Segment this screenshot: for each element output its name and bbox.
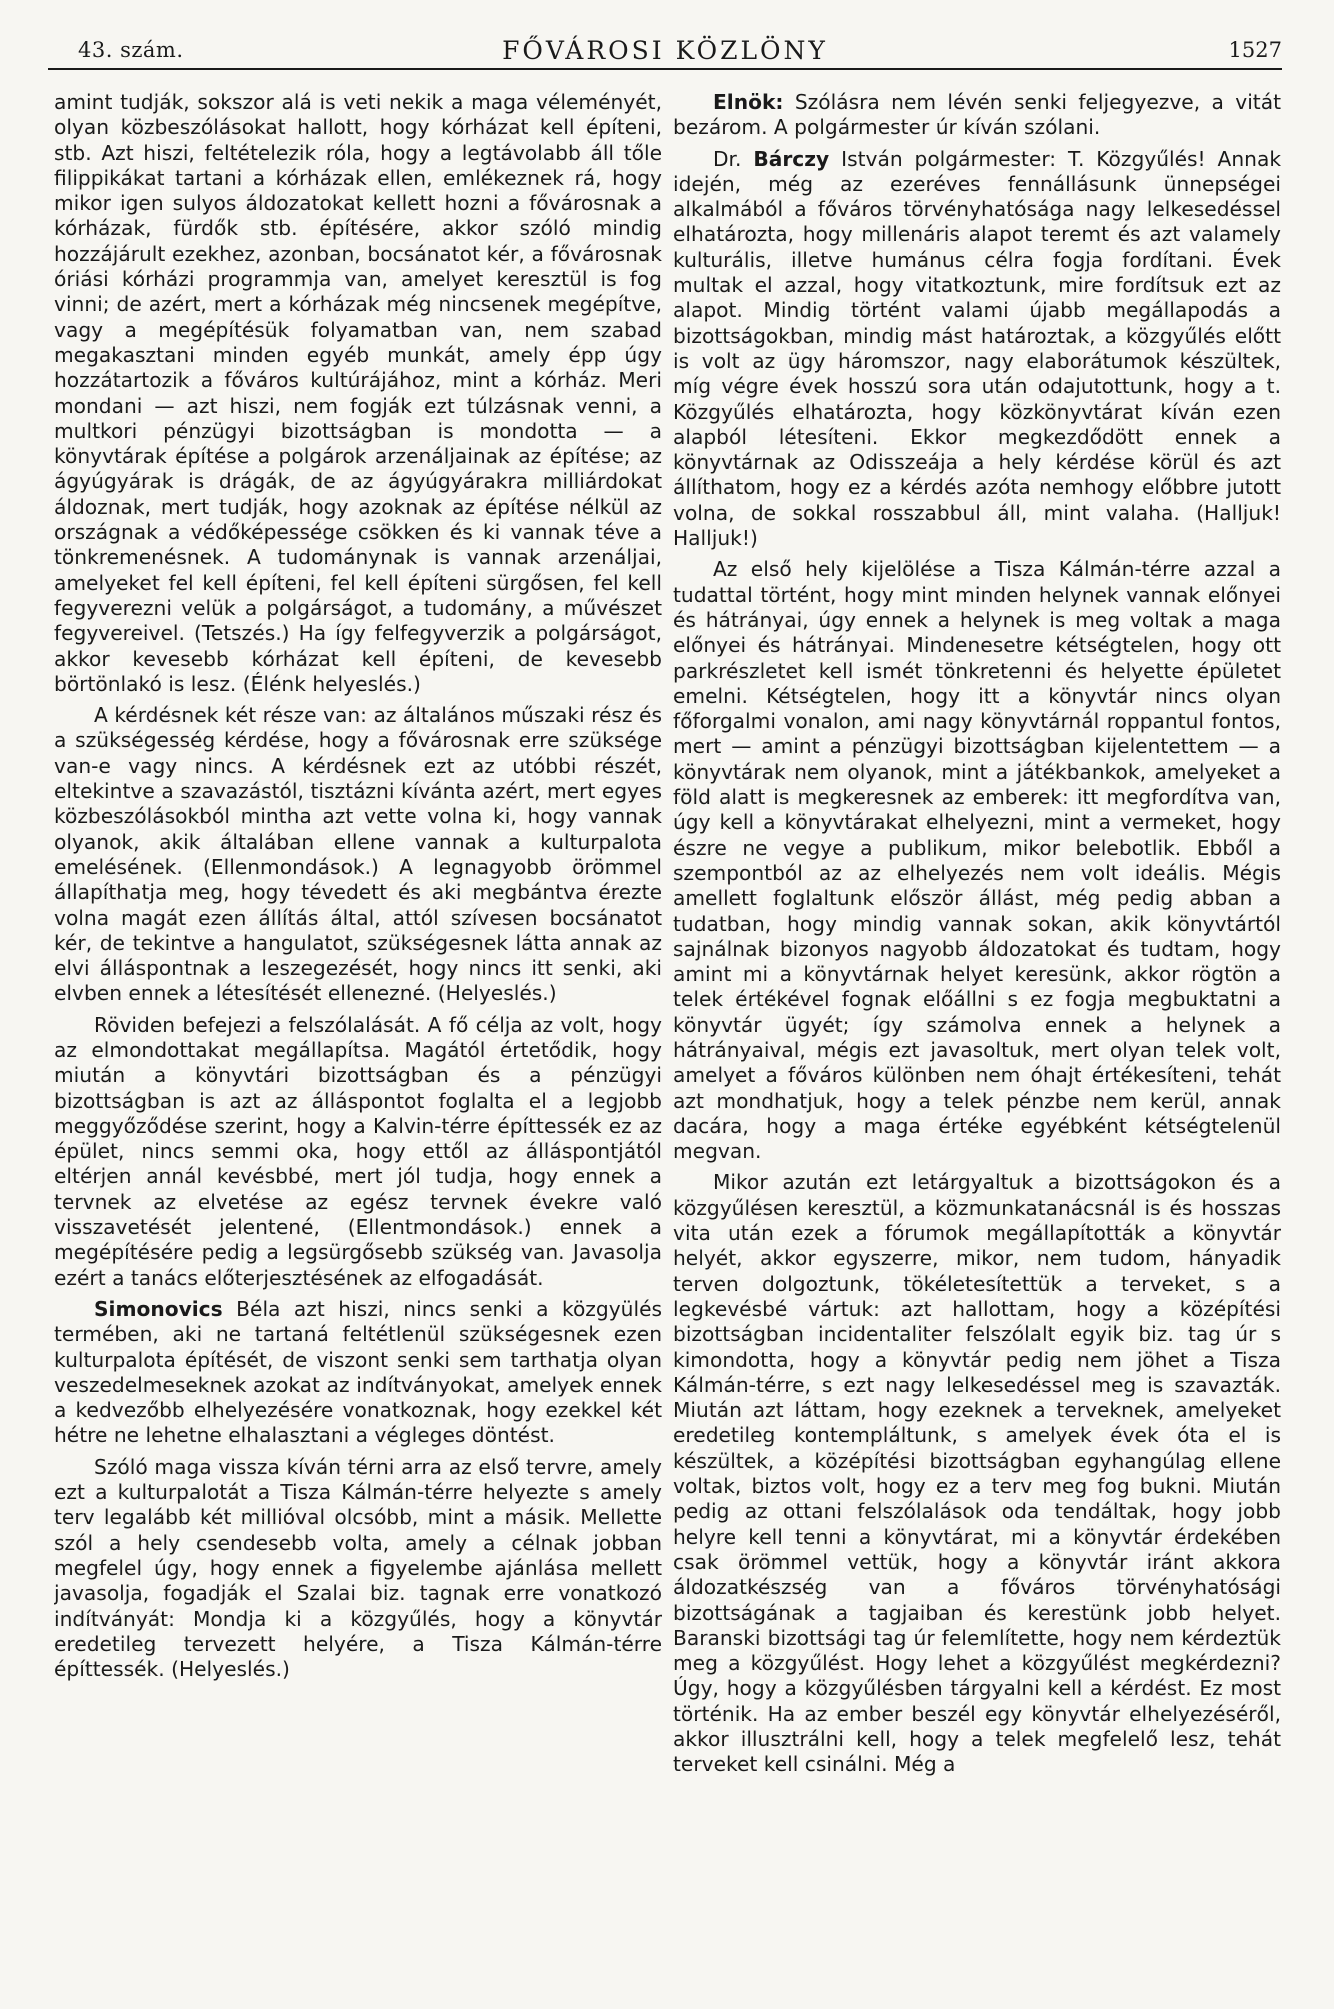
publication-title: FŐVÁROSI KÖZLÖNY bbox=[502, 36, 828, 65]
issue-number: 43. szám. bbox=[78, 38, 184, 62]
speaker-name: Simonovics bbox=[94, 1296, 223, 1321]
paragraph: Szóló maga vissza kíván térni arra az első tervre, amely ezt a kulturpalotát a Tisza Kálmán-térre helyezte s amely terv legalább két millióval olcsóbb, mint a másik. Mellette szól a hely csendesebb volta, amely a célnak jobban megfelel úgy, hogy ennek a figyelembe ajánlása mellett javasolja, fogadják el Szalai biz. tagnak erre vonatkozó indítványát: Mondja ki a közgyűlés, hogy a könyvtár eredetileg tervezett helyére, a Tisza Kálmán-térre építtessék. (Helyeslés.) bbox=[54, 1454, 662, 1682]
right-column bbox=[673, 90, 1281, 1980]
paragraph: Az első hely kijelölése a Tisza Kálmán-térre azzal a tudattal történt, hogy mint minden helynek vannak előnyei és hátrányai, úgy ennek a helynek is meg voltak a maga előnyei és hátrányai. Mindenesetre kétségtelen, hogy ott parkrészletet kell ismét tönkretenni és helyette épületet emelni. Kétségtelen, hogy itt a könyvtár nincs olyan főforgalmi vonalon, ami nagy könyvtárnál roppantul fontos, mert — amint a pénzügyi bizottságban kijelentettem — a könyvtárak nem olyanok, mint a játékbankok, amelyeket a föld alatt is megkeresnek az emberek: itt megfordítva van, úgy kell a könyvtárakat elhelyezni, mint a vermeket, hogy észre ne vegye a publikum, mikor belebotlik. Ebből a szempontból az az elhelyezés nem volt ideális. Mégis amellett foglaltunk először állást, még pedig abban a tudatban, hogy mindig vannak sokan, akik könyvtártól sajnálnak bizonyos nagyobb áldozatokat és tudtam, hogy amint mi a könyvtárnak helyet keresünk, akkor rögtön a telek értékével fognak előállni s ez fogja megbuktatni a könyvtár ügyét; így számolva ennek a helynek a hátrányaival, mégis ezt javasoltuk, mert olyan telek volt, amelyet a főváros különben nem óhajt értékesíteni, tehát azt mondhatjuk, hogy a telek pénzbe nem kerül, annak dacára, hogy a maga értéke egyébként kétségtelenül megvan. bbox=[673, 557, 1281, 1164]
speaker-prefix: Dr. bbox=[713, 146, 742, 171]
paragraph-text: István polgármester: T. Közgyűlés! Annak idején, még az ezeréves fennállásunk ünnepségei alkalmából a főváros törvényhatósága nagy lelkesedéssel elhatározta, hogy millenáris alapot teremt és azt valamely kulturális, illetve humánus célra fogja fordítani. Évek multak el azzal, hogy vitatkoztunk, mire fordítsuk ezt az alapot. Mindig történt valami újabb megállapodás a bizottságokban, mindig mást határoztak, a közgyűlés előtt is volt az ügy háromszor, nagy elaborátumok készültek, míg végre évek hosszú sora után odajutottunk, hogy a t. Közgyűlés elhatározta, hogy közkönyvtárat kíván ezen alapból létesíteni. Ekkor megkezdődött ennek a könyvtárnak az Odisszeája a hely kérdése körül és azt állíthatom, hogy ez a kérdés azóta nemhogy előbbre jutott volna, de sokkal rosszabbul áll, mint valaha. (Halljuk! Halljuk!) bbox=[673, 146, 1281, 551]
paragraph: Röviden befejezi a felszólalását. A fő célja az volt, hogy az elmondottakat megállapítsa. Magától értetődik, hogy miután a könyvtári bizottságban és a pénzügyi bizottságban is azt az álláspontot foglalta el a legjobb meggyőződése szerint, hogy a Kalvin-térre építtessék ez az épület, nincs semmi oka, hogy ettől az álláspontjától eltérjen annál kevésbbé, mert jól tudja, hogy ennek a tervnek az elvetése az egész tervnek évekre való visszavetését jelentené, (Ellentmondások.) ennek a megépítésére pedig a legsürgősebb szükség van. Javasolja ezért a tanács előterjesztésének az elfogadását. bbox=[54, 1012, 662, 1290]
paragraph-text: Béla azt hiszi, nincs senki a közgyülés termében, aki ne tartaná feltétlenül szükségesnek ezen kulturpalota építését, de viszont senki sem tarthatja olyan veszedelmeseknek azokat az indítványokat, amelyek ennek a kedvezőbb elhelyezésére vonatkoznak, hogy ezekkel két hétre ne lehetne elhalasztani a végleges döntést. bbox=[54, 1296, 662, 1448]
paragraph bbox=[54, 1297, 662, 1449]
speaker-name: Bárczy bbox=[753, 146, 830, 171]
paragraph-text: Szólásra nem lévén senki feljegyezve, a vitát bezárom. A polgármester úr kíván szólani. bbox=[673, 90, 1281, 140]
left-column bbox=[54, 90, 662, 1980]
page-header bbox=[48, 34, 1282, 70]
paragraph: Mikor azután ezt letárgyaltuk a bizottságokon és a közgyűlésen keresztül, a közmunkatanácsnál is és hosszas vita után ezek a fórumok megállapították a könyvtár helyét, akkor egyszerre, mikor, nem tudom, hányadik terven dolgoztunk, tökéletesítettük a terveket, s a legkevésbé vártuk: azt hallottam, hogy a középítési bizottságban incidentaliter felszólalt egyik biz. tag úr s kimondotta, hogy a könyvtár pedig nem jöhet a Tisza Kálmán-térre, s ezt nagy lelkesedéssel meg is szavazták. Miután azt láttam, hogy ezeknek a terveknek, amelyeket eredetileg kontempláltunk, s amelyek évek óta el is készültek, a középítési bizottságban egyhangúlag ellene voltak, biztos volt, hogy ez a terv meg fog bukni. Miután pedig az ottani felszólalások oda tendáltak, hogy jobb helyre kell tenni a könyvtárat, mi a könyvtár érdekében csak örömmel vettük, hogy a könyvtár iránt akkora áldozatkészség van a főváros törvényhatósági bizottságának a tagjaiban és kerestünk jobb helyet. Baranski bizottsági tag úr felemlítette, hogy nem kérdeztük meg a közgyűlést. Hogy lehet a közgyűlést megkérdezni? Úgy, hogy a közgyűlésben tárgyalni kell a kérdést. Ez most történik. Ha az ember beszél egy könyvtár elhelyezéséről, akkor illusztrálni kell, hogy a telek megfelelő lesz, tehát terveket kell csinálni. Még a bbox=[673, 1170, 1281, 1777]
paragraph bbox=[673, 147, 1281, 552]
paragraph: A kérdésnek két része van: az általános műszaki rész és a szükségesség kérdése, hogy a fővárosnak erre szüksége van-e vagy nincs. A kérdésnek ezt az utóbbi részét, eltekintve a szavazástól, tisztázni kívánta azért, mert egyes közbeszólásokból mintha azt vette volna ki, hogy vannak olyanok, akik általában ellene vannak a kulturpalota emelésének. (Ellenmondások.) A legnagyobb örömmel állapíthatja meg, hogy tévedett és aki megbántva érezte volna magát ezen állítás által, attól szívesen bocsánatot kér, de tekintve a hangulatot, szükségesnek látta annak az elvi álláspontnak a leszegezését, hogy nincs itt senki, aki elvben ennek a létesítését ellenezné. (Helyeslés.) bbox=[54, 703, 662, 1006]
page-number: 1527 bbox=[1228, 38, 1282, 62]
speaker-name: Elnök: bbox=[713, 90, 784, 114]
paragraph: amint tudják, sokszor alá is veti nekik a maga véleményét, olyan közbeszólásokat hallott, hogy kórházat kell építeni, stb. Azt hiszi, feltételezik róla, hogy a legtávolabb áll tőle filippikákat tartani a kórházak ellen, emlékeznek rá, hogy mikor igen sulyos áldozatokat kellett hozni a fővárosnak a kórházak, fürdők stb. építésére, akkor szóló mindig hozzájárult ezekhez, azonban, bocsánatot kér, a fővárosnak óriási kórházi programmja van, amelyet keresztül is fog vinni; de azért, mert a kórházak még nincsenek megépítve, vagy a megépítésük folyamatban van, nem szabad megakasztani minden egyéb munkát, amely épp úgy hozzátartozik a főváros kultúrájához, mint a kórház. Meri mondani — azt hiszi, nem fogják ezt túlzásnak venni, a multkori pénzügyi bizottságban is mondotta — a könyvtárak építése a polgárok arzenáljainak az építése; az ágyúgyárak is drágák, de az ágyúgyárakra milliárdokat áldoznak, mert tudják, hogy azoknak az építése nélkül az országnak a védőképessége csökken és ki vannak téve a tönkremenésnek. A tudománynak is vannak arzenáljai, amelyeket fel kell építeni, fel kell építeni sürgősen, fel kell fegyverezni velük a polgárságot, a tudomány, a művészet fegyvereivel. (Tetszés.) Ha így felfegyverzik a polgárságot, akkor kevesebb kórházat kell építeni, de kevesebb börtönlakó is lesz. (Élénk helyeslés.) bbox=[54, 90, 662, 696]
paragraph bbox=[673, 90, 1281, 141]
